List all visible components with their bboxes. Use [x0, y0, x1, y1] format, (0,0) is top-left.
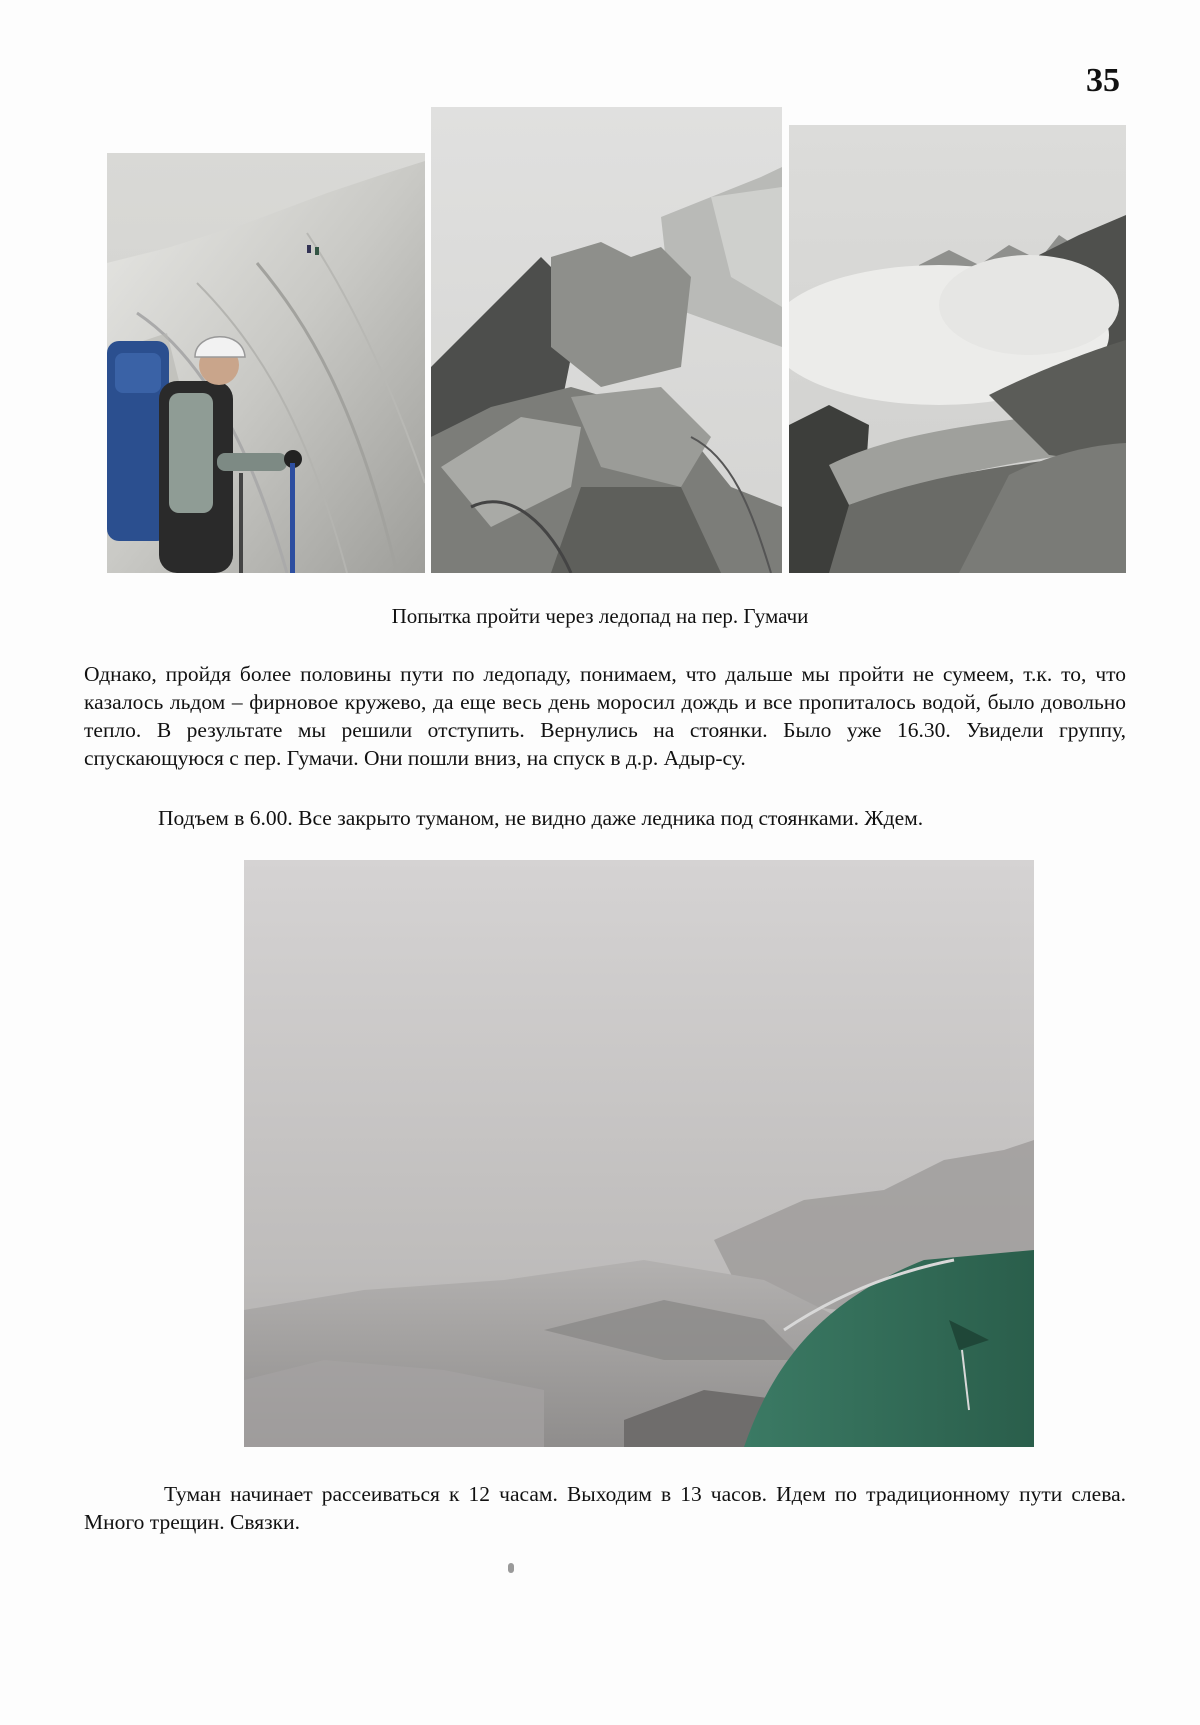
fog-camp-tent-photo-icon — [244, 860, 1034, 1447]
climber-on-glacier-photo-icon — [107, 153, 425, 573]
fog-camp-tent-photo — [244, 860, 1034, 1447]
paragraph-fog-clears: Туман начинает рассеиваться к 12 часам. Выходим в 13 часов. Идем по традиционному пути слева. Много трещин. Связки. — [84, 1482, 1126, 1534]
paragraph-retreat: Однако, пройдя более половины пути по ледопаду, понимаем, что дальше мы пройти не сумеем, т.к. то, что казалось льдом – фирновое кружево, да еще весь день моросил дождь и все пропиталось водой, было довольно тепло. В результате мы решили отступить. Вернулись на стоянки. Было уже 16.30. Увидели группу, спускающуюся с пер. Гумачи. Они пошли вниз, на спуск в д.р. Адыр-су. — [84, 662, 1126, 770]
glacier-valley-clouds-photo — [789, 125, 1126, 573]
glacier-valley-clouds-photo-icon — [789, 125, 1126, 573]
scan-speck — [508, 1563, 514, 1573]
paragraph-fog-morning: Подъем в 6.00. Все закрыто туманом, не видно даже ледника под стоянками. Ждем. — [158, 806, 924, 830]
photo-caption: Попытка пройти через ледопад на пер. Гумачи — [391, 604, 809, 628]
ice-seracs-photo — [431, 107, 782, 573]
climber-on-glacier-photo — [107, 153, 425, 573]
ice-seracs-photo-icon — [431, 107, 782, 573]
page-number: 35 — [1086, 62, 1120, 99]
